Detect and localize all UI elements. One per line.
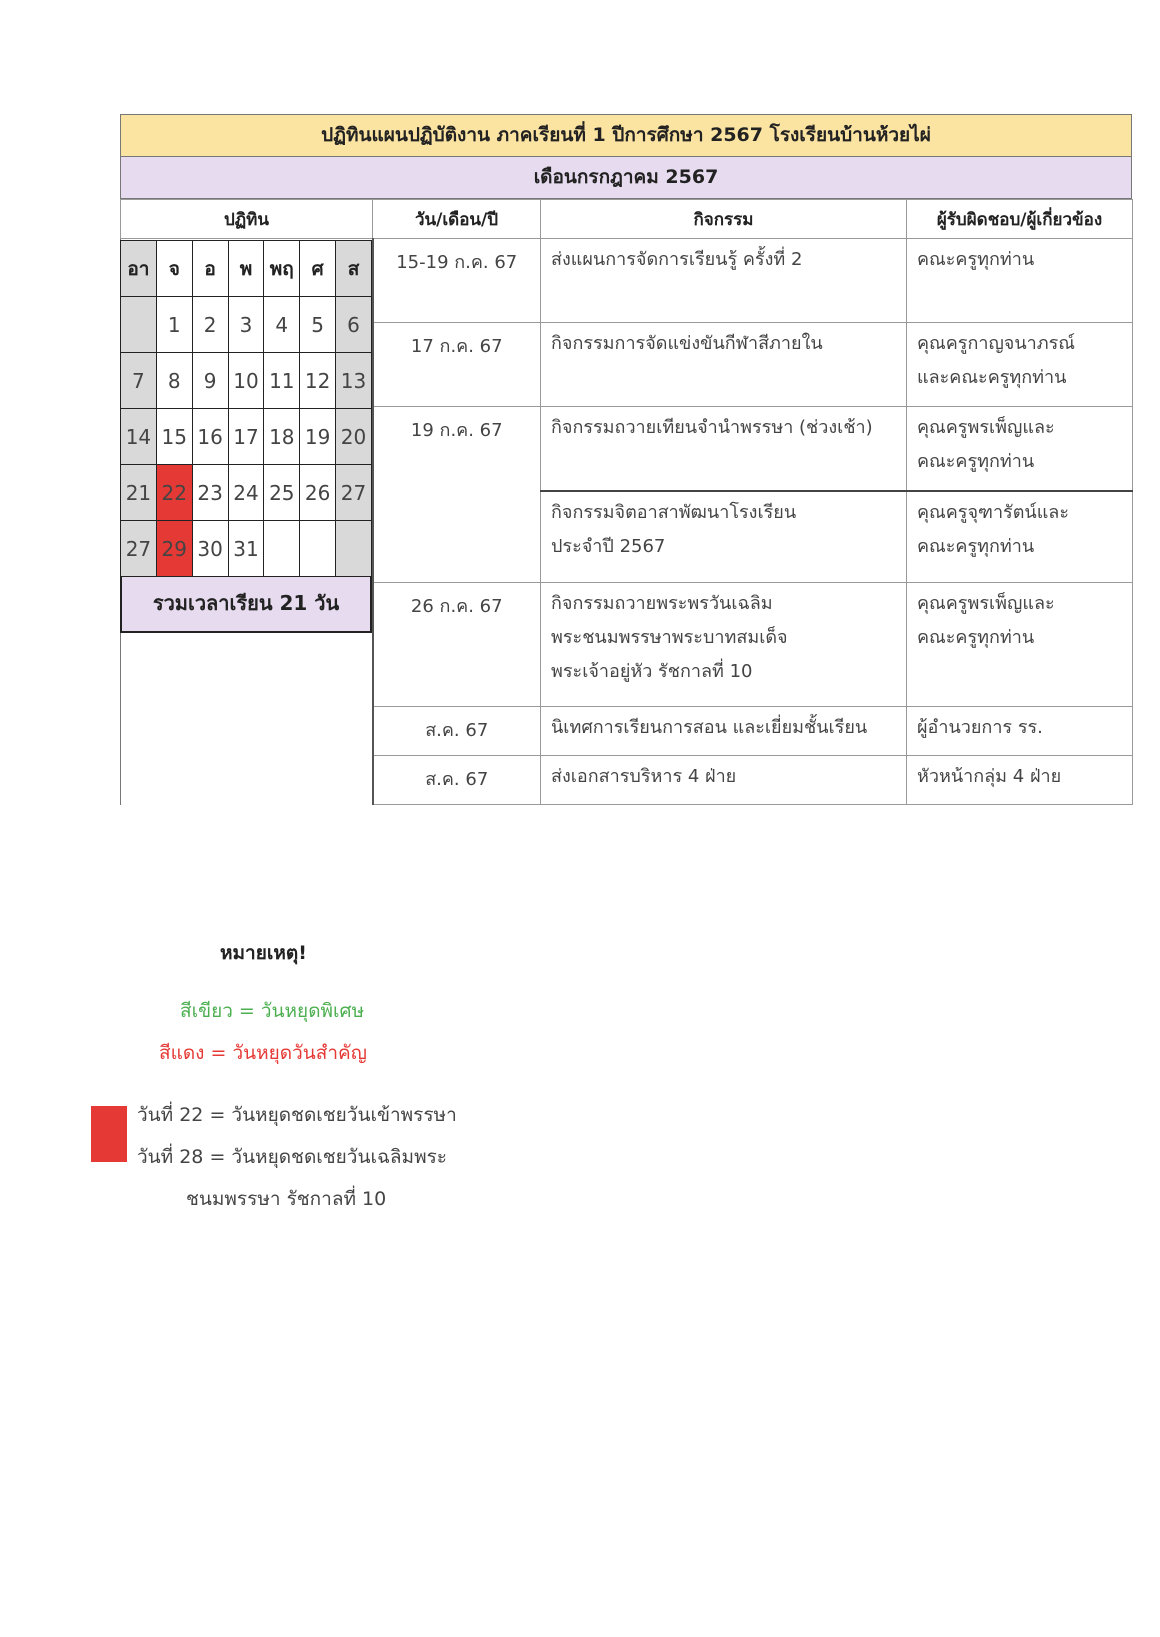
responsible-line: คุณครูจุฑารัตน์และ (917, 501, 1070, 523)
responsible-line: หัวหน้ากลุ่ม 4 ฝ่าย (917, 766, 1062, 787)
notes-title: หมายเหตุ! (220, 942, 307, 964)
calendar-week (121, 353, 372, 409)
calendar-day: 4 (264, 297, 300, 353)
calendar-grid (120, 240, 372, 577)
calendar-day: 19 (300, 409, 336, 465)
row-activity (541, 583, 907, 707)
calendar-day: 1 (156, 297, 192, 353)
calendar-week (121, 521, 372, 577)
calendar-day: 8 (156, 353, 192, 409)
responsible-line: คณะครูทุกท่าน (917, 451, 1035, 472)
row-responsible (907, 407, 1133, 491)
responsible-line: คุณครูพรเพ็ญและ (917, 593, 1055, 614)
weekday-thu: พฤ (264, 241, 300, 297)
responsible-line: และคณะครูทุกท่าน (917, 367, 1067, 388)
calendar-day: 27 (121, 521, 157, 577)
calendar-day: 2 (192, 297, 228, 353)
row-activity (541, 323, 907, 407)
row-activity (541, 491, 907, 583)
note-day-22: วันที่ 22 = วันหยุดชดเชยวันเข้าพรรษา (137, 1104, 457, 1126)
activity-line: พระชนมพรรษาพระบาทสมเด็จ (551, 627, 788, 648)
note-red-legend: สีแดง = วันหยุดวันสำคัญ (159, 1042, 367, 1064)
calendar-day: 5 (300, 297, 336, 353)
note-day-28-cont: ชนมพรรษา รัชกาลที่ 10 (186, 1188, 387, 1210)
activity-line: ประจำปี 2567 (551, 535, 666, 557)
calendar-day: 27 (336, 465, 372, 521)
table-header-row (121, 200, 1133, 239)
weekday-fri: ศ (300, 241, 336, 297)
calendar-day: 14 (121, 409, 157, 465)
calendar-day: 21 (121, 465, 157, 521)
calendar-day: 23 (192, 465, 228, 521)
responsible-line: ผู้อำนวยการ รร. (917, 717, 1043, 738)
row-activity (541, 707, 907, 756)
row-date: 26 ก.ค. 67 (373, 583, 541, 707)
month-calendar (120, 240, 372, 633)
weekday-tue: อ (192, 241, 228, 297)
calendar-day: 10 (228, 353, 264, 409)
calendar-day (121, 297, 157, 353)
calendar-day: 16 (192, 409, 228, 465)
calendar-day: 20 (336, 409, 372, 465)
calendar-day: 9 (192, 353, 228, 409)
school-days-total: รวมเวลาเรียน 21 วัน (120, 577, 372, 633)
calendar-day: 18 (264, 409, 300, 465)
calendar-day: 17 (228, 409, 264, 465)
activity-line: พระเจ้าอยู่หัว รัชกาลที่ 10 (551, 661, 753, 682)
header-activity: กิจกรรม (541, 200, 907, 239)
calendar-day-holiday: 29 (156, 521, 192, 577)
red-swatch (91, 1106, 127, 1162)
header-date: วัน/เดือน/ปี (373, 200, 541, 239)
responsible-line: คณะครูทุกท่าน (917, 249, 1035, 270)
calendar-day: 7 (121, 353, 157, 409)
row-activity (541, 239, 907, 323)
page-title: ปฏิทินแผนปฏิบัติงาน ภาคเรียนที่ 1 ปีการศึกษา 2567 โรงเรียนบ้านห้วยไผ่ (120, 114, 1132, 157)
calendar-day: 13 (336, 353, 372, 409)
row-responsible (907, 239, 1133, 323)
weekday-sat: ส (336, 241, 372, 297)
calendar-week (121, 409, 372, 465)
month-title: เดือนกรกฎาคม 2567 (120, 157, 1132, 199)
calendar-day: 24 (228, 465, 264, 521)
calendar-day: 15 (156, 409, 192, 465)
header-responsible: ผู้รับผิดชอบ/ผู้เกี่ยวข้อง (907, 200, 1133, 239)
row-date: 19 ก.ค. 67 (373, 407, 541, 583)
calendar-day: 6 (336, 297, 372, 353)
row-responsible (907, 756, 1133, 805)
responsible-line: คณะครูทุกท่าน (917, 627, 1035, 648)
row-responsible (907, 707, 1133, 756)
responsible-line: คณะครูทุกท่าน (917, 535, 1035, 557)
responsible-line: คุณครูกาญจนาภรณ์ (917, 333, 1075, 354)
header-calendar: ปฏิทิน (121, 200, 373, 239)
calendar-day: 3 (228, 297, 264, 353)
calendar-day-holiday: 22 (156, 465, 192, 521)
weekday-mon: จ (156, 241, 192, 297)
row-activity (541, 407, 907, 491)
row-responsible (907, 491, 1133, 583)
weekday-row (121, 241, 372, 297)
calendar-day (336, 521, 372, 577)
calendar-day (300, 521, 336, 577)
row-date: ส.ค. 67 (373, 756, 541, 805)
calendar-day: 31 (228, 521, 264, 577)
calendar-week (121, 465, 372, 521)
row-date: 17 ก.ค. 67 (373, 323, 541, 407)
responsible-line: คุณครูพรเพ็ญและ (917, 417, 1055, 438)
row-responsible (907, 583, 1133, 707)
calendar-week (121, 297, 372, 353)
row-responsible (907, 323, 1133, 407)
calendar-day: 12 (300, 353, 336, 409)
row-date: ส.ค. 67 (373, 707, 541, 756)
activity-line: นิเทศการเรียนการสอน และเยี่ยมชั้นเรียน (551, 717, 868, 738)
activity-line: กิจกรรมถวายพระพรวันเฉลิม (551, 593, 773, 614)
weekday-wed: พ (228, 241, 264, 297)
calendar-day (264, 521, 300, 577)
activity-line: ส่งแผนการจัดการเรียนรู้ ครั้งที่ 2 (551, 249, 803, 270)
activity-line: กิจกรรมถวายเทียนจำนำพรรษา (ช่วงเช้า) (551, 417, 873, 438)
row-date: 15-19 ก.ค. 67 (373, 239, 541, 323)
calendar-day: 26 (300, 465, 336, 521)
weekday-sun: อา (121, 241, 157, 297)
activity-line: กิจกรรมจิตอาสาพัฒนาโรงเรียน (551, 501, 797, 523)
row-activity (541, 756, 907, 805)
note-day-28: วันที่ 28 = วันหยุดชดเชยวันเฉลิมพระ (137, 1146, 448, 1168)
calendar-day: 25 (264, 465, 300, 521)
activity-line: กิจกรรมการจัดแข่งขันกีฬาสีภายใน (551, 333, 823, 354)
note-green-legend: สีเขียว = วันหยุดพิเศษ (180, 1000, 365, 1022)
calendar-day: 30 (192, 521, 228, 577)
calendar-day: 11 (264, 353, 300, 409)
activity-line: ส่งเอกสารบริหาร 4 ฝ่าย (551, 766, 737, 787)
